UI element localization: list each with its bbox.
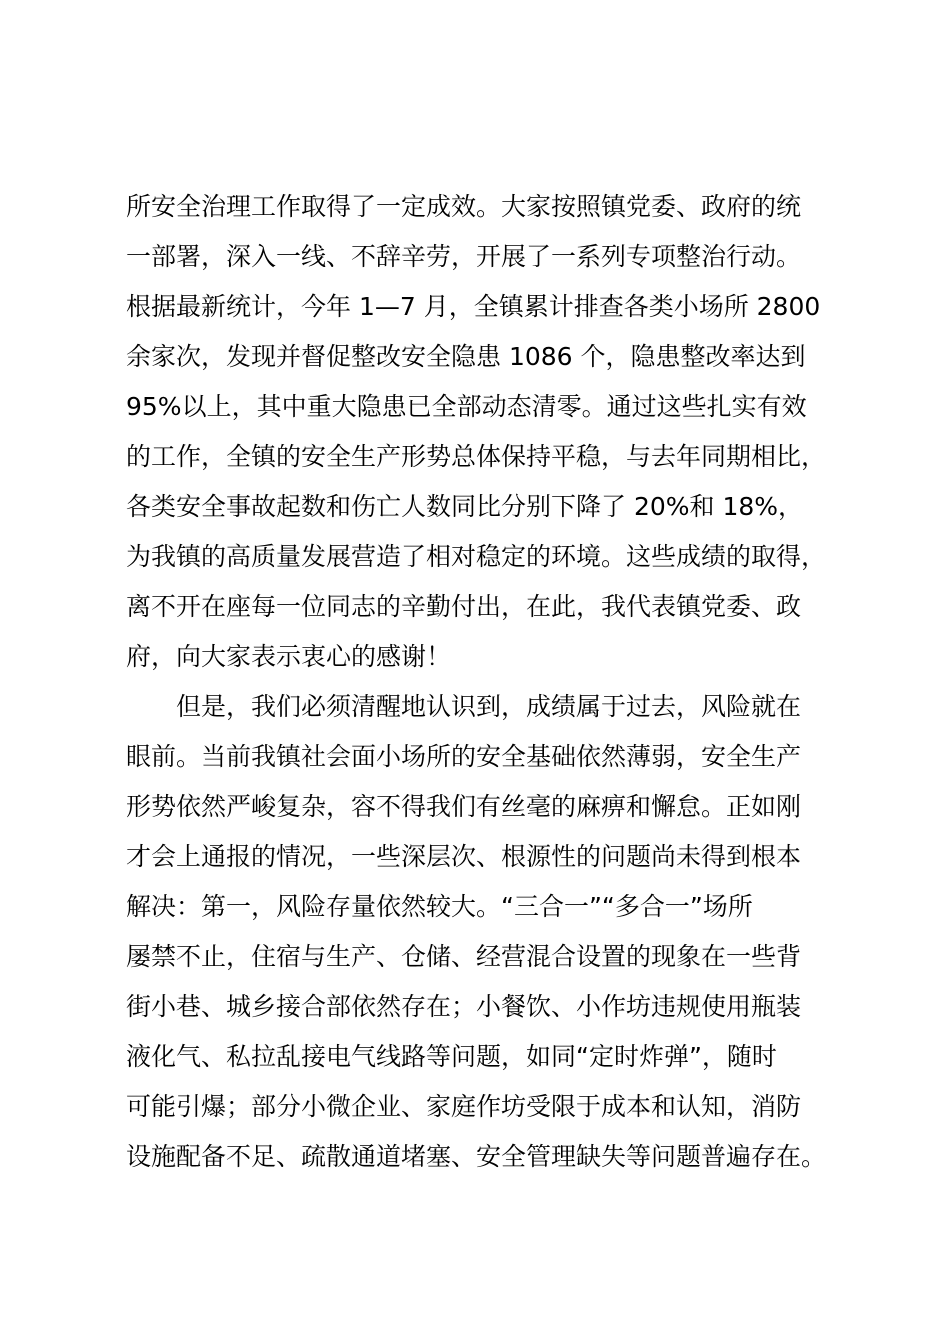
text-line: 设施配备不足、疏散通道堵塞、安全管理缺失等问题普遍存在。 — [126, 1142, 827, 1171]
text-line: 府，向大家表示衷心的感谢！ — [126, 642, 452, 671]
text-line: 眼前。当前我镇社会面小场所的安全基础依然薄弱，安全生产 — [126, 742, 802, 771]
text-line: 可能引爆；部分小微企业、家庭作坊受限于成本和认知，消防 — [126, 1092, 802, 1121]
text-line: 才会上通报的情况，一些深层次、根源性的问题尚未得到根本 — [126, 842, 802, 871]
text-line: 解决：第一，风险存量依然较大。“三合一”“多合一”场所 — [126, 892, 753, 921]
text-line: 95%以上，其中重大隐患已全部动态清零。通过这些扎实有效 — [126, 392, 807, 421]
text-line: 余家次，发现并督促整改安全隐患 1086 个，隐患整改率达到 — [126, 342, 806, 371]
text-line: 但是，我们必须清醒地认识到，成绩属于过去，风险就在 — [126, 692, 802, 721]
text-line: 所安全治理工作取得了一定成效。大家按照镇党委、政府的统 — [126, 192, 802, 221]
text-line: 各类安全事故起数和伤亡人数同比分别下降了 20%和 18%， — [126, 492, 804, 521]
text-line: 的工作，全镇的安全生产形势总体保持平稳，与去年同期相比， — [126, 442, 827, 471]
text-line: 屡禁不止，住宿与生产、仓储、经营混合设置的现象在一些背 — [126, 942, 802, 971]
text-line: 液化气、私拉乱接电气线路等问题，如同“定时炸弹”，随时 — [126, 1042, 777, 1071]
text-line: 根据最新统计，今年 1—7 月，全镇累计排查各类小场所 2800 — [126, 292, 821, 321]
text-line: 离不开在座每一位同志的辛勤付出，在此，我代表镇党委、政 — [126, 592, 802, 621]
text-line: 形势依然严峻复杂，容不得我们有丝毫的麻痹和懈怠。正如刚 — [126, 792, 802, 821]
body-text — [126, 182, 866, 1182]
text-line: 一部署，深入一线、不辞辛劳，开展了一系列专项整治行动。 — [126, 242, 802, 271]
text-line: 为我镇的高质量发展营造了相对稳定的环境。这些成绩的取得， — [126, 542, 827, 571]
text-line: 街小巷、城乡接合部依然存在；小餐饮、小作坊违规使用瓶装 — [126, 992, 802, 1021]
